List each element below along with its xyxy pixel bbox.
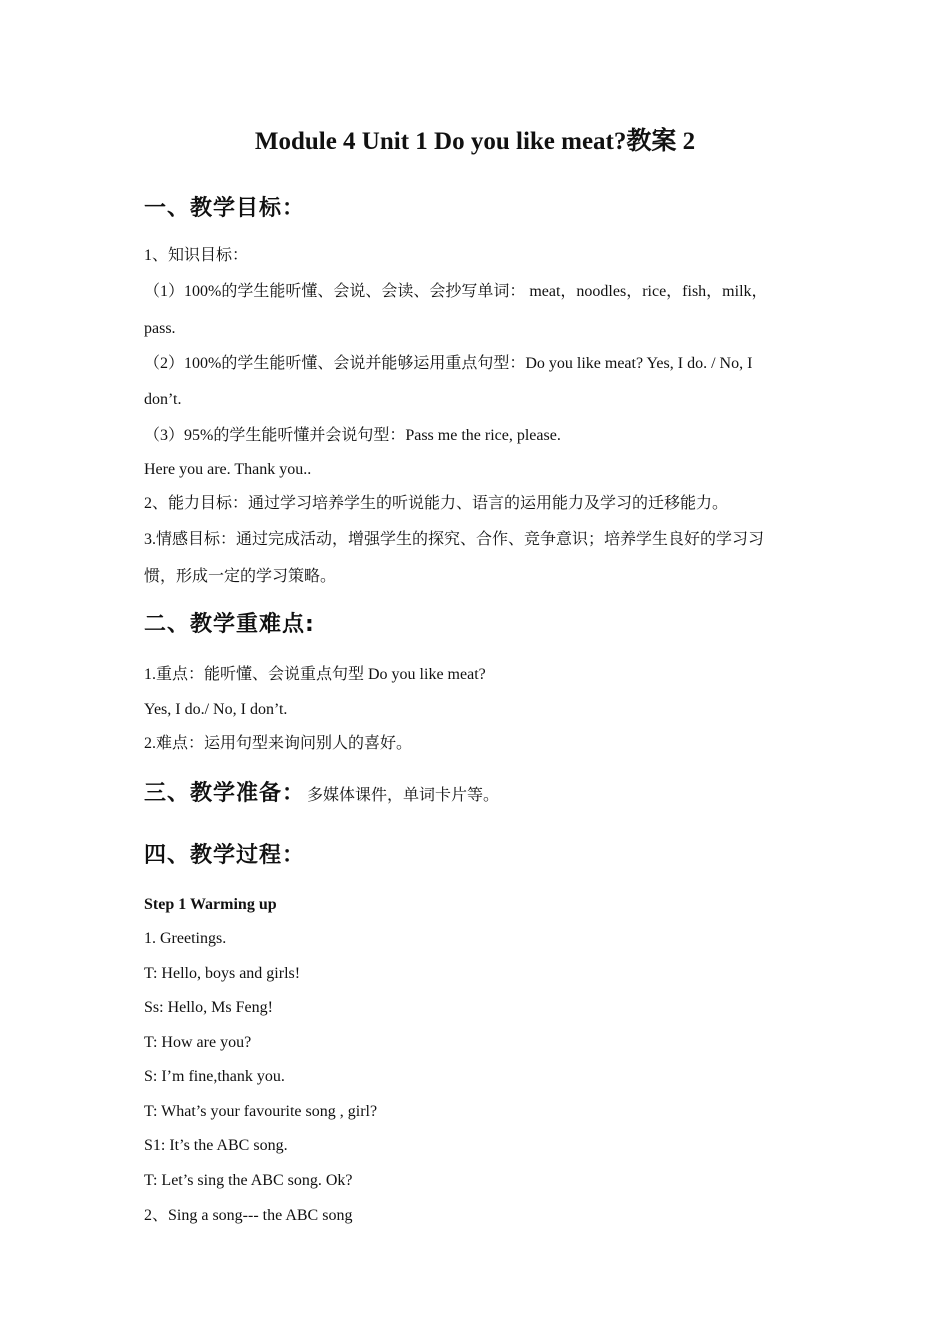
- section-heading-preparation-label: 三、教学准备：: [144, 781, 306, 806]
- paragraph-line: （3）95%的学生能听懂并会说句型：Pass me the rice, please.: [144, 427, 561, 444]
- paragraph-line: （1）100%的学生能听懂、会说、会读、会抄写单词： meat，noodles，rice，fish，milk，: [144, 283, 768, 300]
- paragraph-line: 3.情感目标：通过完成活动，增强学生的探究、合作、竞争意识；培养学生良好的学习习: [144, 531, 765, 548]
- paragraph-line: 1、知识目标：: [144, 247, 249, 264]
- paragraph-line: Ss: Hello, Ms Feng!: [144, 999, 273, 1016]
- paragraph-line: T: How are you?: [144, 1034, 252, 1051]
- paragraph-line: pass.: [144, 320, 176, 337]
- paragraph-line: 1.重点：能听懂、会说重点句型 Do you like meat?: [144, 666, 486, 683]
- step-title: Step 1 Warming up: [144, 896, 277, 913]
- paragraph-line: 2、能力目标：通过学习培养学生的听说能力、语言的运用能力及学习的迁移能力。: [144, 495, 729, 512]
- paragraph-line: S1: It’s the ABC song.: [144, 1137, 288, 1154]
- paragraph-line: 惯，形成一定的学习策略。: [144, 568, 337, 585]
- paragraph-line: T: Hello, boys and girls!: [144, 965, 301, 982]
- preparation-items: 多媒体课件，单词卡片等。: [307, 785, 500, 804]
- section-heading-procedure: 四、教学过程：: [144, 843, 306, 868]
- paragraph-line: 1. Greetings.: [144, 930, 227, 947]
- document-title: Module 4 Unit 1 Do you like meat?教案 2: [254, 128, 696, 155]
- paragraph-line: T: Let’s sing the ABC song. Ok?: [144, 1172, 353, 1189]
- paragraph-line: Yes, I do./ No, I don’t.: [144, 701, 288, 718]
- paragraph-line: 2、Sing a song--- the ABC song: [144, 1207, 353, 1224]
- paragraph-line: T: What’s your favourite song , girl?: [144, 1103, 378, 1120]
- paragraph-line: don’t.: [144, 391, 182, 408]
- paragraph-line: （2）100%的学生能听懂、会说并能够运用重点句型：Do you like meat? Yes, I do. / No, I: [144, 355, 753, 372]
- paragraph-line: S: I’m fine,thank you.: [144, 1068, 285, 1085]
- paragraph-line: 2.难点：运用句型来询问别人的喜好。: [144, 735, 413, 752]
- section-heading-key-points: 二、教学重难点:: [144, 612, 315, 637]
- section-heading-objectives: 一、教学目标：: [144, 196, 306, 221]
- section-heading-preparation: [144, 779, 499, 810]
- paragraph-line: Here you are. Thank you..: [144, 461, 312, 478]
